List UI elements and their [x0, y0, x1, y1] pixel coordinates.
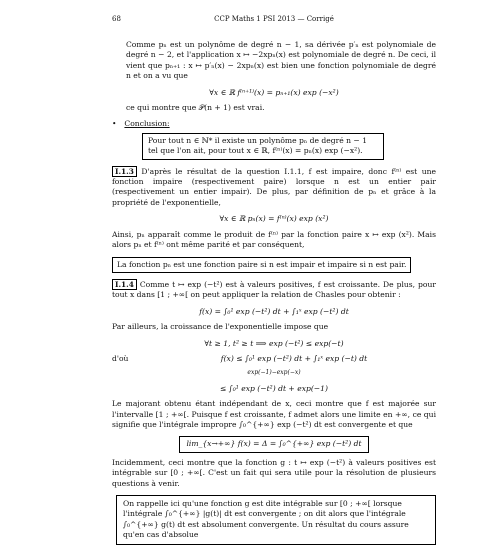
- paragraph-proof-degree: Comme pₙ est un polynôme de degré n − 1, sa dérivée p′ₙ est polynomiale de degré n − 2, et l'application x ↦ −2xpₙ(x) est polynomiale de degré n. De ceci, il vient que pₙ₊₁ : x ↦ p′ₙ(x) − 2xpₙ(x) est bien une fonction polynomiale de degré n et on a vu que: [126, 40, 436, 81]
- conclusion-box: Pour tout n ∈ ℕ* il existe un polynôme pₙ de degré n − 1 tel que l'on ait, pour tout x ∈ ℝ, f⁽ⁿ⁾(x) = pₙ(x) exp (−x²).: [142, 133, 384, 160]
- running-title: CCP Maths 1 PSI 2013 — Corrigé: [214, 15, 334, 23]
- dou-label: d'où: [112, 353, 129, 363]
- conclusion-line: [112, 119, 436, 129]
- document-body: [112, 40, 436, 545]
- equation-bound-final: ≤ ∫₀¹ exp (−t²) dt + exp(−1): [220, 383, 328, 393]
- paragraph-parity-text: D'après le résultat de la question I.1.1, f est impaire, donc f⁽ⁿ⁾ est une fonction impaire (respectivement paire) lorsque n est un entier pair (respectivement un entier impair). De plus, par définition de pₙ et grâce à la propriété de l'exponentielle,: [112, 166, 436, 207]
- page-number: 68: [112, 15, 121, 23]
- equation-derivative: ∀x ∈ ℝ f⁽ⁿ⁺¹⁾(x) = pₙ₊₁(x) exp (−x²): [209, 87, 339, 97]
- paragraph-increasing-text: Comme t ↦ exp (−t²) est à valeurs positives, f est croissante. De plus, pour tout x dans [1 ; +∞[ on peut appliquer la relation de Chasles pour obtenir :: [112, 279, 436, 300]
- equation-limit-wrapper: [112, 436, 436, 452]
- paragraph-integrable: Incidemment, ceci montre que la fonction g : t ↦ exp (−t²) à valeurs positives est intégrable sur [0 ; +∞[. C'est un fait qui sera utile pour la résolution de plusieurs questions à venir.: [112, 457, 436, 488]
- paragraph-majorant: Le majorant obtenu étant indépendant de x, ceci montre que f est majorée sur l'intervalle [1 ; +∞[. Puisque f est croissante, f admet alors une limite en +∞, ce qui signifie que l'intégrale impropre ∫₀^{+∞} exp (−t²) dt est convergente et que: [112, 399, 436, 429]
- question-label-i13: I.1.3: [112, 166, 137, 177]
- result-box-wrapper: [112, 257, 436, 273]
- equation-limit: lim_{x→+∞} f(x) = Δ = ∫₀^{+∞} exp (−t²) dt: [179, 436, 368, 452]
- result-box: La fonction pₙ est une fonction paire si n est impair et impaire si n est pair.: [112, 257, 411, 273]
- reminder-frame: On rappelle ici qu'une fonction g est dite intégrable sur [0 ; +∞[ lorsque l'intégrale ∫₀^{+∞} |g(t)| dt est convergente ; on dit alors que l'intégrale ∫₀^{+∞} g(t) dt est absolument convergente. Un résultat du cours assure qu'en cas d'absolue: [116, 495, 436, 545]
- paragraph-induction-true: ce qui montre que 𝒫(n + 1) est vrai.: [126, 103, 265, 113]
- paragraph-increasing: [112, 279, 436, 301]
- paragraph-product: Ainsi, pₙ apparaît comme le produit de f⁽ⁿ⁾ par la fonction paire x ↦ exp (x²). Mais alors pₙ et f⁽ⁿ⁾ ont même parité et par conséquent,: [112, 229, 436, 250]
- equation-bound-underbrace: exp(−1)−exp(−x): [247, 369, 301, 377]
- equation-chasles: f(x) = ∫₀¹ exp (−t²) dt + ∫₁ˣ exp (−t²) dt: [199, 306, 349, 316]
- paragraph-parity: [112, 166, 436, 209]
- equation-inequality: ∀t ≥ 1, t² ≥ t ⟹ exp (−t²) ≤ exp(−t): [204, 338, 344, 348]
- page-header: [112, 14, 436, 26]
- bullet-icon: •: [112, 119, 117, 129]
- equation-pn: ∀x ∈ ℝ pₙ(x) = f⁽ⁿ⁾(x) exp (x²): [219, 214, 329, 224]
- equation-bound: f(x) ≤ ∫₀¹ exp (−t²) dt + ∫₁ˣ exp (−t) dt: [220, 353, 368, 363]
- paragraph-exponential: Par ailleurs, la croissance de l'exponentielle impose que: [112, 322, 329, 332]
- conclusion-label: Conclusion:: [124, 119, 170, 129]
- equation-bound-row: [112, 354, 436, 364]
- question-label-i14: I.1.4: [112, 279, 137, 290]
